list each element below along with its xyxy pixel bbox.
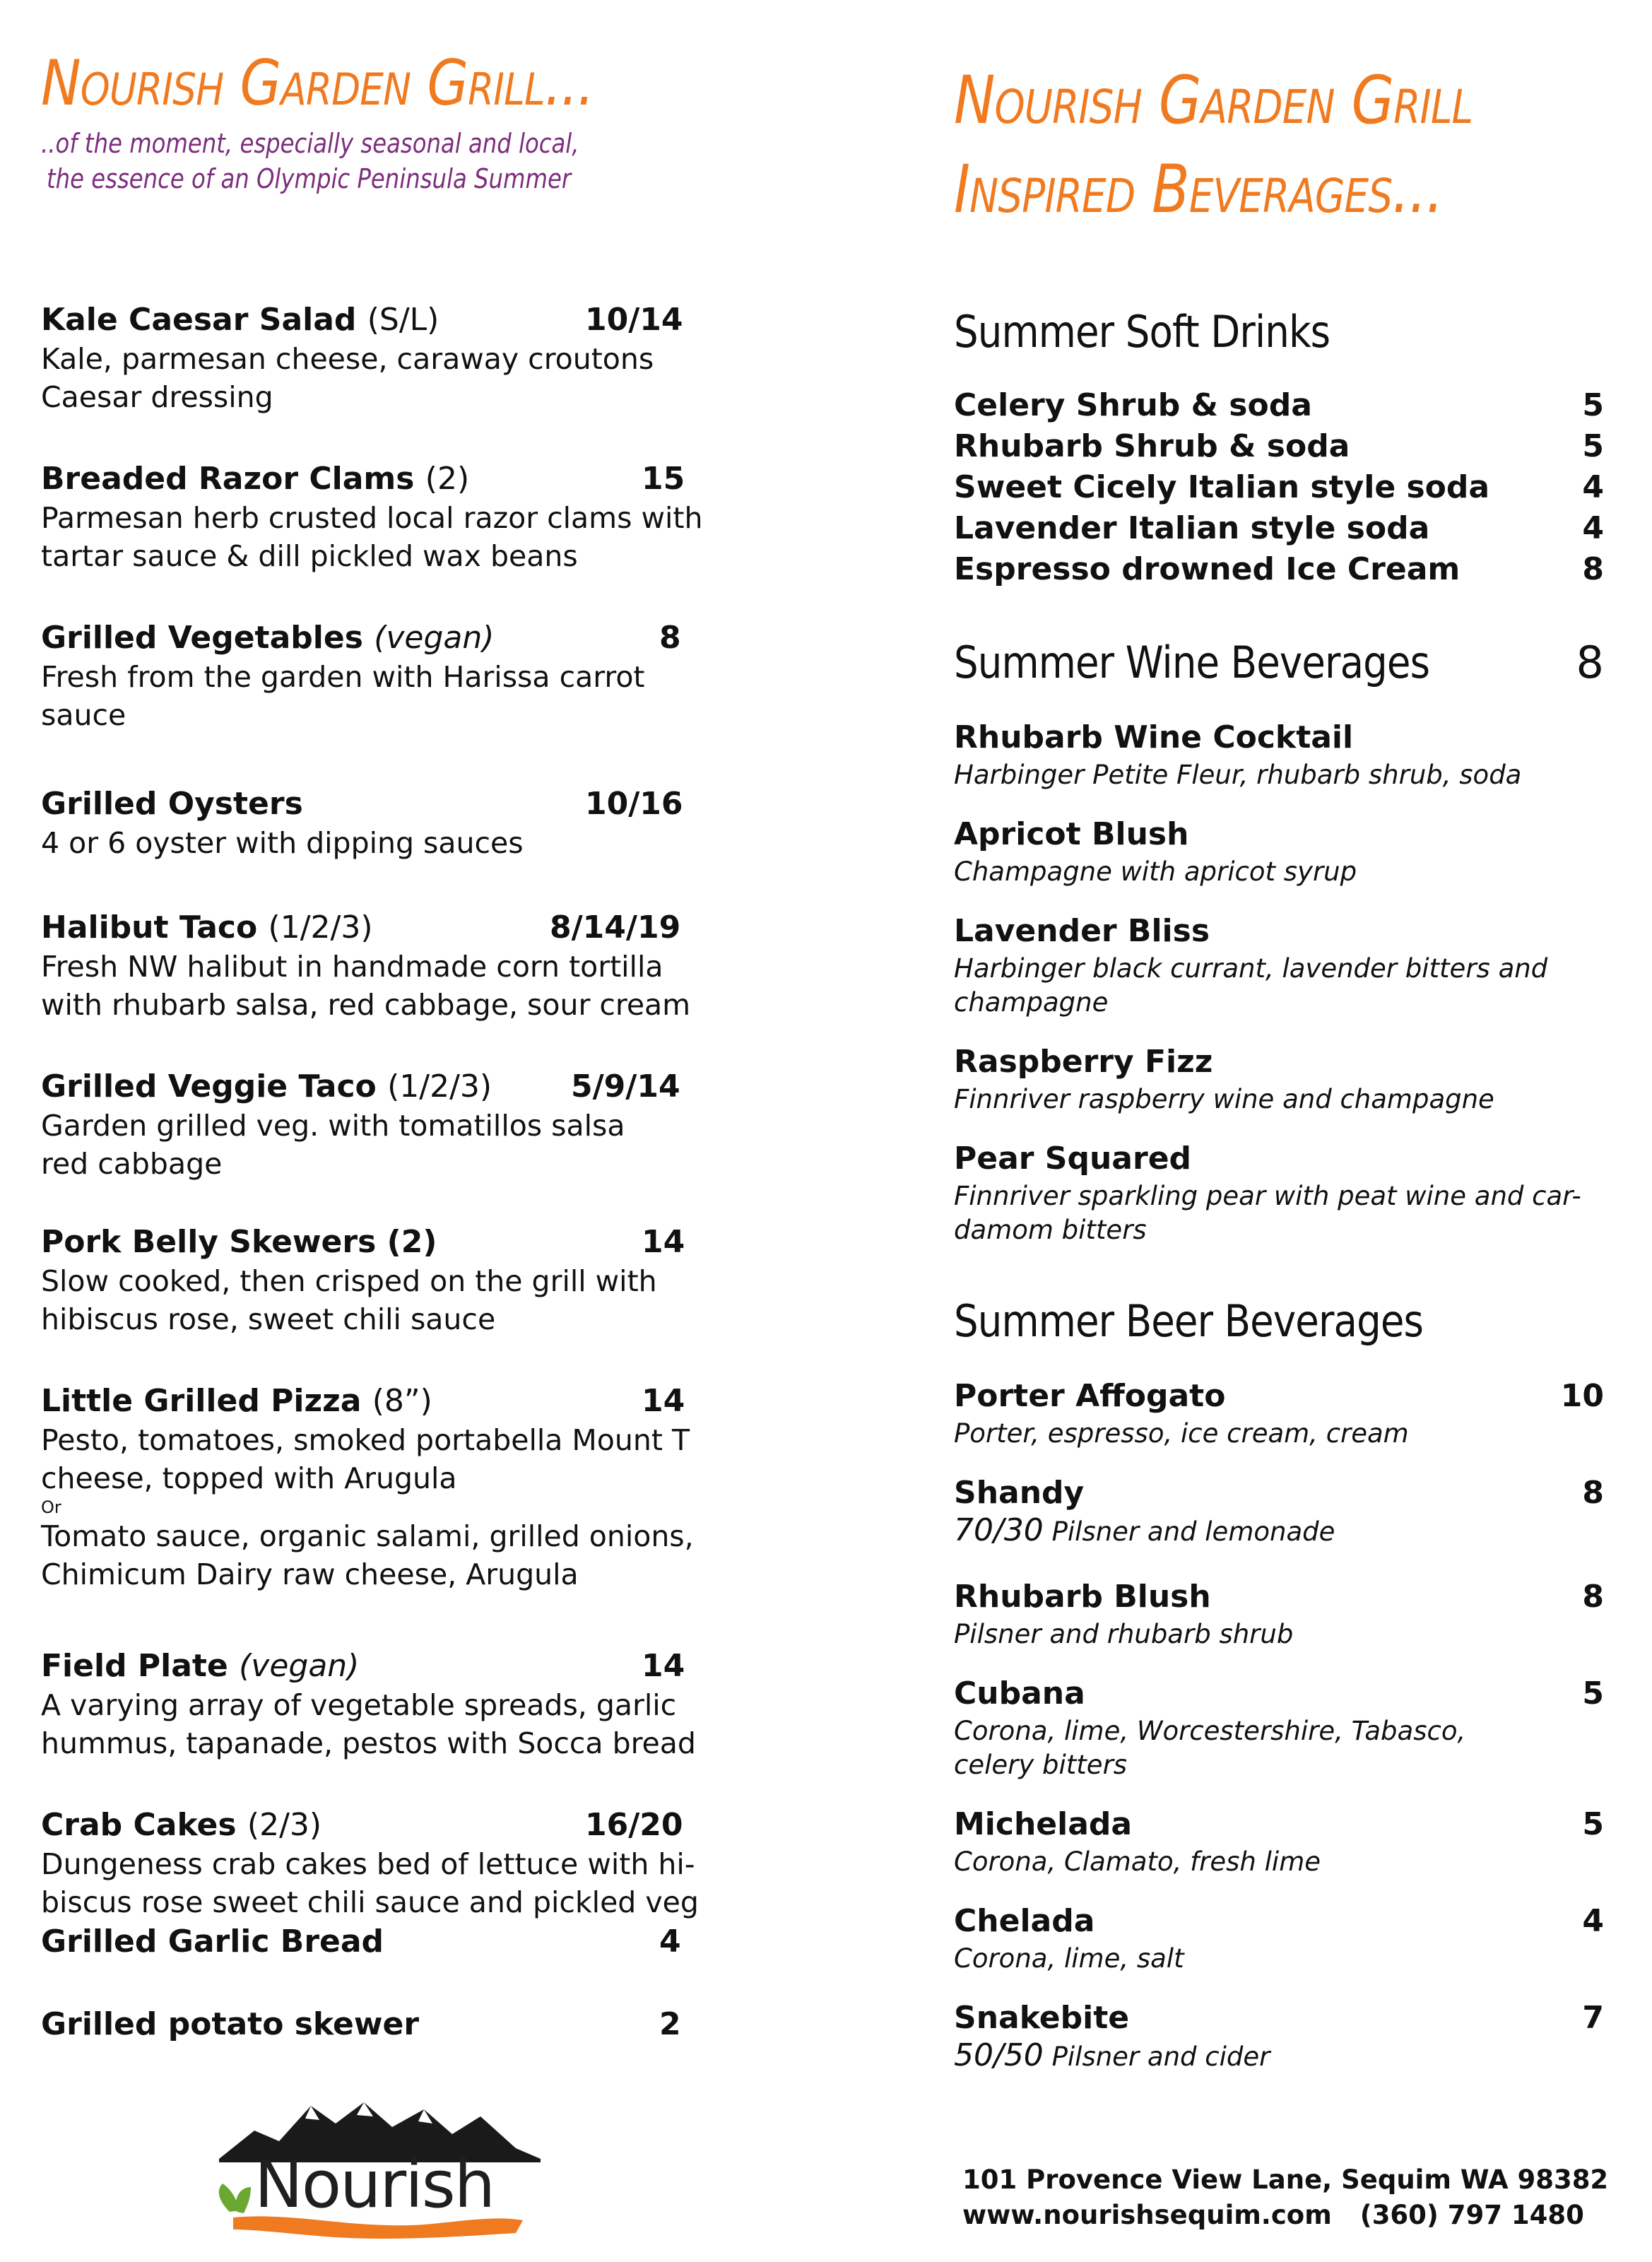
item-desc: Fresh NW halibut in handmade corn tortilla: [41, 950, 663, 984]
beer-item: [954, 1577, 1604, 1651]
menu-item: [41, 618, 748, 734]
menu-item: [41, 2005, 748, 2044]
drink-price: 7: [1582, 2000, 1604, 2036]
item-desc: Kale, parmesan cheese, caraway croutons: [41, 342, 654, 376]
drink-name: Sweet Cicely Italian style soda: [954, 469, 1490, 505]
beer-item: [954, 1804, 1604, 1879]
wine-item: [954, 814, 1604, 889]
page-title: Nourish Garden Grill...: [41, 47, 594, 119]
drink-price: 4: [1582, 510, 1604, 546]
item-name: Grilled potato skewer: [41, 2006, 420, 2042]
item-note: (2): [425, 461, 470, 497]
beverage-title-line-1: Nourish Garden Grill: [954, 62, 1473, 139]
drink-name: Rhubarb Wine Cocktail: [954, 719, 1354, 755]
drink-name: Lavender Italian style soda: [954, 510, 1430, 546]
item-desc: Chimicum Dairy raw cheese, Arugula: [41, 1557, 579, 1591]
drink-name: Apricot Blush: [954, 816, 1189, 852]
drink-item: [954, 549, 1604, 590]
drink-desc: Harbinger black currant, lavender bitters and: [954, 953, 1548, 984]
drink-desc: Corona, Clamato, fresh lime: [954, 1846, 1321, 1877]
beer-item: [954, 1901, 1604, 1976]
drink-price: 5: [1582, 1806, 1604, 1842]
item-price: 14: [642, 1224, 685, 1260]
item-name: Grilled Oysters: [41, 786, 303, 822]
item-desc: tartar sauce & dill pickled wax beans: [41, 539, 578, 573]
item-price: 2: [659, 2006, 681, 2042]
item-price: 15: [642, 461, 685, 497]
item-price: 16/20: [585, 1807, 683, 1843]
drink-name: Lavender Bliss: [954, 913, 1210, 949]
drink-item: [954, 426, 1604, 467]
logo-text: Nourish: [254, 2147, 495, 2222]
item-desc: red cabbage: [41, 1147, 223, 1181]
menu-item: [41, 1922, 748, 1962]
drink-price: 4: [1582, 469, 1604, 505]
item-price: 10/14: [585, 302, 683, 338]
item-price: 8/14/19: [550, 909, 681, 946]
item-price: 14: [642, 1383, 685, 1419]
item-desc: biscus rose sweet chili sauce and pickled veg: [41, 1885, 699, 1919]
section-price-wine: 8: [1576, 637, 1604, 688]
section-heading-soft: Summer Soft Drinks: [954, 306, 1331, 358]
menu-item: [41, 1382, 748, 1594]
drink-name: Raspberry Fizz: [954, 1044, 1213, 1080]
drink-name: Shandy: [954, 1475, 1085, 1511]
nourish-logo: [212, 2092, 544, 2247]
item-name: Breaded Razor Clams: [41, 461, 415, 497]
drink-name: Celery Shrub & soda: [954, 387, 1312, 423]
drink-price: 8: [1582, 1475, 1604, 1511]
drink-desc: Corona, lime, Worcestershire, Tabasco,: [954, 1716, 1466, 1746]
item-desc: Fresh from the garden with Harissa carrot: [41, 660, 645, 694]
wine-item: [954, 717, 1604, 792]
drink-desc: damom bitters: [954, 1215, 1147, 1245]
menu-item: [41, 908, 748, 1024]
item-price: 4: [659, 1924, 681, 1960]
drink-desc: Champagne with apricot syrup: [954, 856, 1357, 887]
drink-name: Porter Affogato: [954, 1378, 1226, 1414]
beer-item: [954, 1376, 1604, 1451]
drink-name: Cubana: [954, 1675, 1085, 1712]
drink-price: 5: [1582, 428, 1604, 464]
drink-desc: celery bitters: [954, 1750, 1128, 1780]
item-desc: Caesar dressing: [41, 380, 273, 414]
item-name: Little Grilled Pizza: [41, 1383, 362, 1419]
item-price: 8: [659, 620, 681, 656]
menu-item: [41, 459, 748, 575]
item-desc: Garden grilled veg. with tomatillos salsa: [41, 1109, 625, 1143]
drink-name: Rhubarb Blush: [954, 1579, 1211, 1615]
drink-desc: Pilsner and rhubarb shrub: [954, 1619, 1294, 1649]
drink-item: [954, 467, 1604, 508]
item-desc: hibiscus rose, sweet chili sauce: [41, 1302, 496, 1336]
item-desc: Dungeness crab cakes bed of lettuce with hi-: [41, 1847, 695, 1881]
item-desc: 4 or 6 oyster with dipping sauces: [41, 826, 524, 860]
drink-desc: Harbinger Petite Fleur, rhubarb shrub, soda: [954, 760, 1522, 790]
item-note: (2/3): [247, 1807, 322, 1843]
item-name: Grilled Veggie Taco: [41, 1068, 377, 1105]
item-desc: Pesto, tomatoes, smoked portabella Mount T: [41, 1423, 690, 1457]
item-desc: sauce: [41, 698, 126, 732]
item-desc: hummus, tapanade, pestos with Socca bread: [41, 1726, 696, 1760]
beer-item: [954, 1473, 1604, 1549]
menu-item: [41, 1806, 748, 1921]
drink-desc: Corona, lime, salt: [954, 1943, 1184, 1974]
menu-item: [41, 300, 748, 416]
beer-item: [954, 1998, 1604, 2074]
item-name: Pork Belly Skewers (2): [41, 1224, 437, 1260]
drink-item: [954, 508, 1604, 549]
menu-item: [41, 784, 748, 862]
drink-desc: Finnriver raspberry wine and champagne: [954, 1084, 1494, 1114]
section-heading-beer: Summer Beer Beverages: [954, 1295, 1424, 1347]
item-price: 5/9/14: [571, 1068, 680, 1105]
drink-name: Chelada: [954, 1903, 1095, 1939]
menu-item: [41, 1647, 748, 1762]
drink-name: Snakebite: [954, 2000, 1130, 2036]
menu-item: [41, 1223, 748, 1338]
item-note: (vegan): [374, 620, 495, 656]
drink-price: 5: [1582, 387, 1604, 423]
drink-price: 10: [1560, 1378, 1604, 1414]
drink-desc: Pilsner and lemonade: [1043, 1516, 1335, 1547]
item-desc: A varying array of vegetable spreads, garlic: [41, 1688, 677, 1722]
drink-price: 5: [1582, 1675, 1604, 1712]
website-link[interactable]: www.nourishsequim.com: [962, 2200, 1332, 2230]
item-note: (vegan): [239, 1648, 360, 1684]
item-desc: Parmesan herb crusted local razor clams with: [41, 501, 703, 535]
drink-desc: Finnriver sparkling pear with peat wine and car-: [954, 1181, 1581, 1211]
item-name: Kale Caesar Salad: [41, 302, 357, 338]
drink-name: Michelada: [954, 1806, 1133, 1842]
wine-item: [954, 1138, 1604, 1247]
item-price: 10/16: [585, 786, 683, 822]
drink-name: Espresso drowned Ice Cream: [954, 551, 1461, 587]
tagline-line-1: ..of the moment, especially seasonal and local,: [41, 128, 579, 159]
beer-item: [954, 1673, 1604, 1782]
item-name: Halibut Taco: [41, 909, 258, 946]
drink-name: Pear Squared: [954, 1141, 1192, 1177]
item-note: (1/2/3): [268, 909, 373, 946]
item-desc: Slow cooked, then crisped on the grill with: [41, 1264, 657, 1298]
beverage-title-line-2: Inspired Beverages...: [954, 151, 1444, 228]
or-label: Or: [41, 1497, 61, 1517]
item-name: Field Plate: [41, 1648, 228, 1684]
drink-price: 8: [1582, 1579, 1604, 1615]
contact-block: [962, 2162, 1608, 2233]
ratio-label: 50/50: [954, 2037, 1044, 2073]
tagline-line-2: the essence of an Olympic Peninsula Summer: [47, 163, 572, 194]
menu-item: [41, 1067, 748, 1183]
item-note: (8”): [372, 1383, 432, 1419]
drink-desc: champagne: [954, 987, 1109, 1018]
item-name: Grilled Garlic Bread: [41, 1924, 384, 1960]
item-desc: Tomato sauce, organic salami, grilled onions,: [41, 1519, 694, 1553]
item-name: Grilled Vegetables: [41, 620, 363, 656]
drink-item: [954, 385, 1604, 426]
drink-name: Rhubarb Shrub & soda: [954, 428, 1350, 464]
item-desc: with rhubarb salsa, red cabbage, sour cream: [41, 988, 691, 1022]
item-desc: cheese, topped with Arugula: [41, 1461, 457, 1495]
item-price: 14: [642, 1648, 685, 1684]
address: 101 Provence View Lane, Sequim WA 98382: [962, 2164, 1609, 2195]
drink-price: 8: [1582, 551, 1604, 587]
wine-item: [954, 1042, 1604, 1117]
wine-item: [954, 911, 1604, 1020]
item-note: (S/L): [367, 302, 439, 338]
item-note: (1/2/3): [387, 1068, 492, 1105]
section-heading-wine: Summer Wine Beverages: [954, 637, 1430, 688]
drink-desc: Porter, espresso, ice cream, cream: [954, 1418, 1409, 1449]
drink-price: 4: [1582, 1903, 1604, 1939]
ratio-label: 70/30: [954, 1512, 1044, 1548]
phone-number: (360) 797 1480: [1359, 2200, 1584, 2230]
item-name: Crab Cakes: [41, 1807, 237, 1843]
drink-desc: Pilsner and cider: [1043, 2042, 1270, 2072]
